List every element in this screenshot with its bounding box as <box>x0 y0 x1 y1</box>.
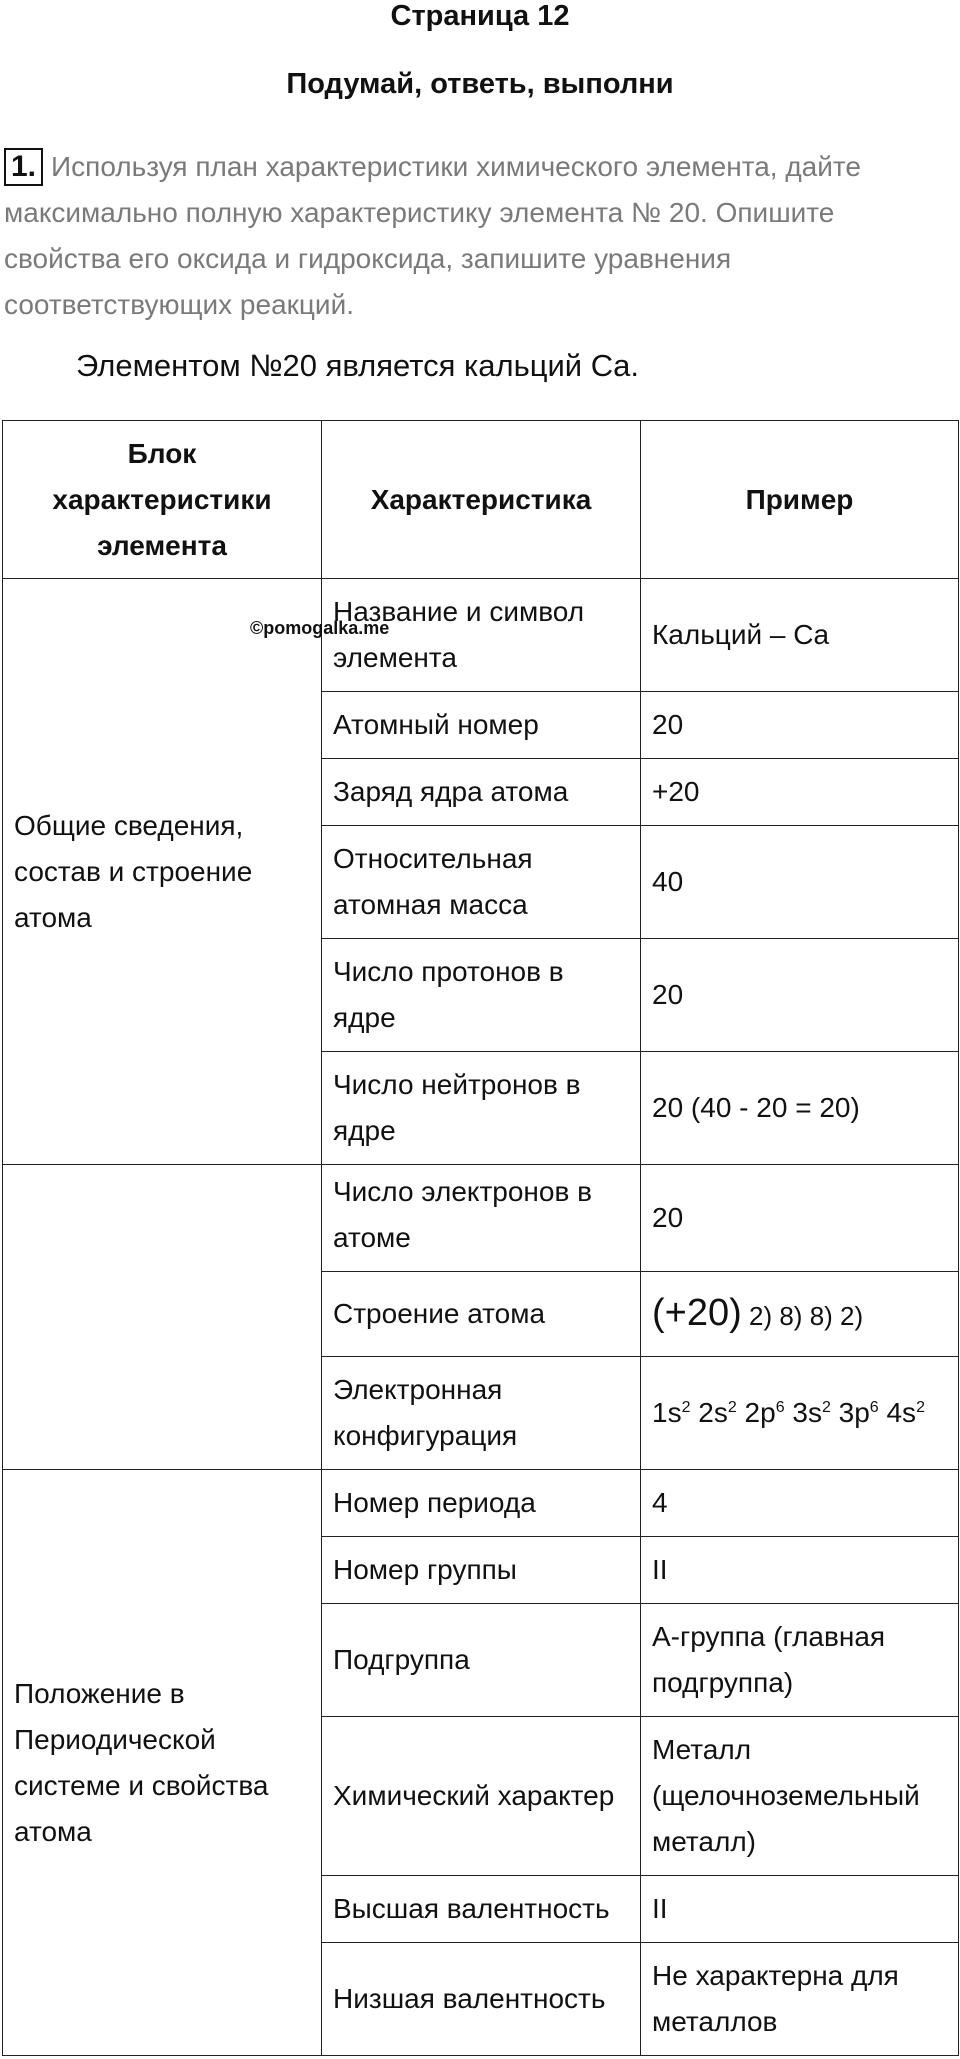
row-label-mass: Относительная атомная масса <box>322 826 641 939</box>
row-value-config <box>641 1357 959 1470</box>
characteristics-table <box>2 420 959 2056</box>
group-periodic: Положение в Периодической системе и свойства атома <box>3 1470 322 2056</box>
row-value-mass: 40 <box>641 826 959 939</box>
task-number: 1. <box>4 148 43 186</box>
structure-nucleus: (+20) <box>652 1291 742 1334</box>
config-term: $3p^6$ <box>838 1397 879 1428</box>
row-value-structure <box>641 1272 959 1357</box>
table-row <box>3 579 959 692</box>
answer-intro: Элементом №20 является кальций Ca. <box>76 348 639 383</box>
row-label-protons: Число протонов в ядре <box>322 939 641 1052</box>
table-row <box>3 1470 959 1537</box>
row-value-protons: 20 <box>641 939 959 1052</box>
row-label-electrons: Число электронов в атоме <box>322 1165 641 1272</box>
task-text-block <box>4 144 934 328</box>
config-term: $1s^2$ <box>652 1397 691 1428</box>
row-label-neutrons: Число нейтронов в ядре <box>322 1052 641 1165</box>
section-title: Подумай, ответь, выполни <box>286 68 674 100</box>
group-general: Общие сведения, состав и строение атома <box>3 579 322 1165</box>
header-block: Блок характеристики элемента <box>3 421 322 579</box>
row-value-group: II <box>641 1537 959 1604</box>
table-header-row <box>3 421 959 579</box>
config-term: $2s^2$ <box>698 1397 737 1428</box>
row-value-chem-char: Металл (щелочноземельный металл) <box>641 1717 959 1876</box>
structure-shells: 2) 8) 8) 2) <box>741 1300 864 1331</box>
row-label-chem-char: Химический характер <box>322 1717 641 1876</box>
row-value-name: Кальций – Ca <box>641 579 959 692</box>
row-label-config: Электронная конфигурация <box>322 1357 641 1470</box>
row-value-subgroup: А-группа (главная подгруппа) <box>641 1604 959 1717</box>
task-text: Используя план характеристики химического элемента, дайте максимально полную характеристику элемента № 20. Опишите свойства его оксида и гидроксида, запишите уравнения соответствующих реакций. <box>4 151 861 320</box>
row-value-period: 4 <box>641 1470 959 1537</box>
row-value-neutrons: 20 (40 - 20 = 20) <box>641 1052 959 1165</box>
config-term: $4s^2$ <box>886 1397 925 1428</box>
page-title: Страница 12 <box>390 0 570 32</box>
row-label-max-valence: Высшая валентность <box>322 1876 641 1943</box>
row-value-max-valence: II <box>641 1876 959 1943</box>
row-label-name: Название и символ элемента <box>322 579 641 692</box>
row-label-period: Номер периода <box>322 1470 641 1537</box>
row-label-charge: Заряд ядра атома <box>322 759 641 826</box>
group-electron <box>3 1165 322 1470</box>
row-value-charge: +20 <box>641 759 959 826</box>
row-value-electrons: 20 <box>641 1165 959 1272</box>
config-term: $2p^6$ <box>744 1397 785 1428</box>
row-label-subgroup: Подгруппа <box>322 1604 641 1717</box>
header-example: Пример <box>641 421 959 579</box>
row-label-min-valence: Низшая валентность <box>322 1943 641 2056</box>
watermark: ©pomogalka.me <box>250 618 390 638</box>
row-label-atomic-number: Атомный номер <box>322 692 641 759</box>
row-value-atomic-number: 20 <box>641 692 959 759</box>
row-value-min-valence: Не характерна для металлов <box>641 1943 959 2056</box>
table-row <box>3 1165 959 1272</box>
header-characteristic: Характеристика <box>322 421 641 579</box>
row-label-structure: Строение атома <box>322 1272 641 1357</box>
config-term: $3s^2$ <box>792 1397 831 1428</box>
row-label-group: Номер группы <box>322 1537 641 1604</box>
